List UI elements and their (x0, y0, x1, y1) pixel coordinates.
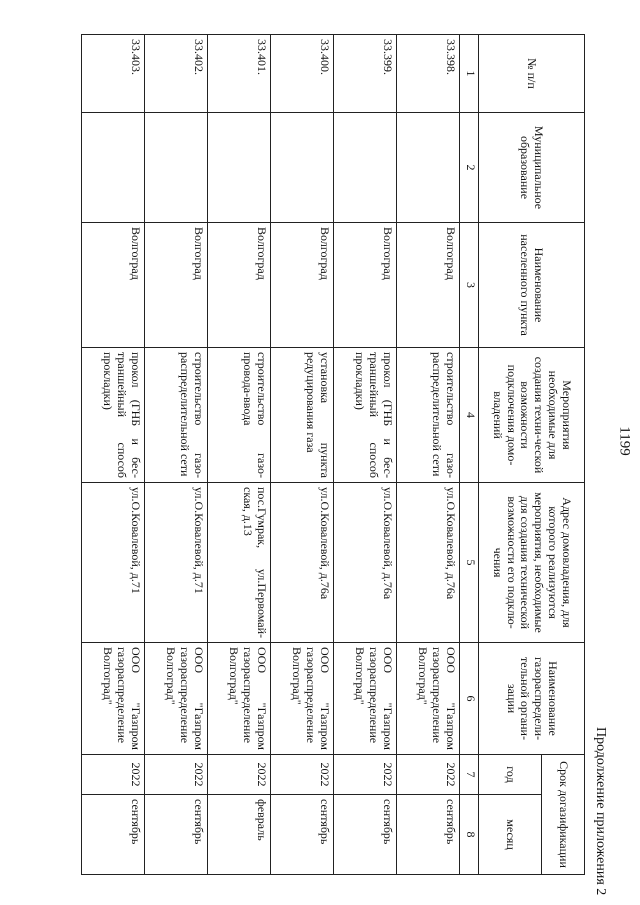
row-month: февраль (208, 795, 271, 875)
header-org: Наименование газораспредели-тельной органи-зации (479, 643, 585, 755)
row-month: сентябрь (145, 795, 208, 875)
row-municipality (271, 113, 334, 223)
row-year: 2022 (82, 755, 145, 795)
row-measure: строительство газо-распределительной сети (145, 348, 208, 483)
row-year: 2022 (334, 755, 397, 795)
row-settlement: Волгоград (145, 223, 208, 348)
column-number: 2 (460, 113, 479, 223)
row-measure: установка пункта редуцирования газа (271, 348, 334, 483)
row-municipality (82, 113, 145, 223)
row-settlement: Волгоград (397, 223, 460, 348)
row-month: сентябрь (334, 795, 397, 875)
column-number: 5 (460, 483, 479, 643)
row-settlement: Волгоград (334, 223, 397, 348)
row-org: ООО "Газпром газораспределение Волгоград" (271, 643, 334, 755)
row-measure: прокол (ГНБ и бес-траншейный способ прокладки) (334, 348, 397, 483)
row-address: пос.Гумрак, ул.Первомай-ская, д.13 (208, 483, 271, 643)
row-municipality (145, 113, 208, 223)
header-address: Адрес домовладения, для которого реализуются мероприятия, необходимые для создания технической возможности его подклю-чения (479, 483, 585, 643)
row-address: ул.О.Ковалевой, д.76а (334, 483, 397, 643)
row-year: 2022 (145, 755, 208, 795)
row-num: 33.401. (208, 35, 271, 113)
column-number: 3 (460, 223, 479, 348)
row-municipality (334, 113, 397, 223)
table-row (334, 35, 397, 875)
row-org: ООО "Газпром газораспределение Волгоград" (208, 643, 271, 755)
row-measure: прокол (ГНБ и бес-траншейный способ прокладки) (82, 348, 145, 483)
appendix-continuation-note: Продолжение приложения 2 (593, 727, 608, 896)
header-municipality: Муниципальное образование (479, 113, 585, 223)
row-address: ул.О.Ковалевой, д.71 (145, 483, 208, 643)
row-num: 33.400. (271, 35, 334, 113)
header-measures: Мероприятия необходимые для создания техни-ческой возможности подключения домо-владений (479, 348, 585, 483)
row-measure: строительство газо-распределительной сети (397, 348, 460, 483)
row-org: ООО "Газпром газораспределение Волгоград" (82, 643, 145, 755)
column-number: 4 (460, 348, 479, 483)
row-month: сентябрь (397, 795, 460, 875)
table-row (82, 35, 145, 875)
row-address: ул.О.Ковалевой, д.71 (82, 483, 145, 643)
row-measure: строительство газо-провода-ввода (208, 348, 271, 483)
page-number-text: 1199 (616, 426, 633, 456)
header-num: № п/п (479, 35, 585, 113)
row-year: 2022 (208, 755, 271, 795)
row-year: 2022 (397, 755, 460, 795)
header-year: год (479, 755, 542, 795)
column-number: 7 (460, 755, 479, 795)
column-number: 1 (460, 35, 479, 113)
column-numbers-row (460, 35, 479, 875)
header-row-1 (542, 35, 585, 875)
row-month: сентябрь (82, 795, 145, 875)
row-address: ул.О.Ковалевой, д.76а (271, 483, 334, 643)
row-num: 33.398. (397, 35, 460, 113)
row-municipality (397, 113, 460, 223)
row-num: 33.403. (82, 35, 145, 113)
row-org: ООО "Газпром газораспределение Волгоград" (145, 643, 208, 755)
table-row (397, 35, 460, 875)
rotated-page-content (35, 22, 620, 896)
row-num: 33.402. (145, 35, 208, 113)
row-settlement: Волгоград (271, 223, 334, 348)
table-row (208, 35, 271, 875)
header-settlement: Наименование населенного пункта (479, 223, 585, 348)
row-settlement: Волгоград (82, 223, 145, 348)
row-num: 33.399. (334, 35, 397, 113)
table-row (145, 35, 208, 875)
column-number: 6 (460, 643, 479, 755)
header-month: месяц (479, 795, 542, 875)
row-municipality (208, 113, 271, 223)
header-deadline: Срок догазификации (542, 755, 585, 875)
row-org: ООО "Газпром газораспределение Волгоград" (397, 643, 460, 755)
row-year: 2022 (271, 755, 334, 795)
row-month: сентябрь (271, 795, 334, 875)
row-address: ул.О.Ковалевой, д.76а (397, 483, 460, 643)
column-number: 8 (460, 795, 479, 875)
row-settlement: Волгоград (208, 223, 271, 348)
row-org: ООО "Газпром газораспределение Волгоград" (334, 643, 397, 755)
table-row (271, 35, 334, 875)
gasification-table (81, 34, 585, 875)
